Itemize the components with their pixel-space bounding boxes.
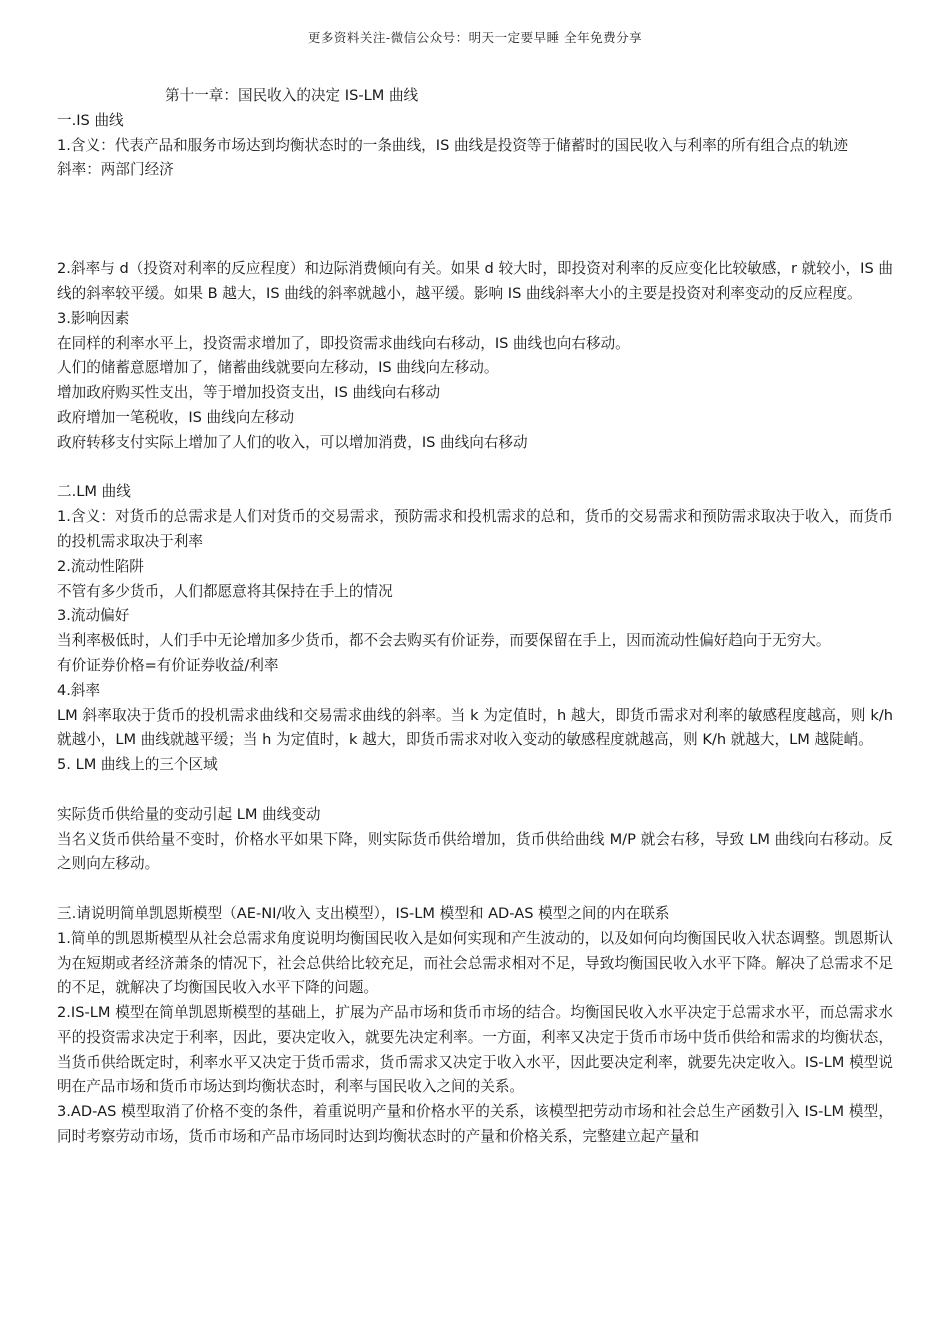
is-slope-explanation: 2.斜率与 d（投资对利率的反应程度）和边际消费倾向有关。如果 d 较大时，即投资对利率的反应变化比较敏感，r 就较小，IS 曲线的斜率较平缓。如果 B 越大，IS 曲线的斜率就越小，越平缓。影响 IS 曲线斜率大小的主要是投资对利率变动的反应程度。 (57, 260, 893, 302)
is-factor-item: 人们的储蓄意愿增加了，储蓄曲线就要向左移动，IS 曲线向左移动。 (57, 359, 499, 377)
liquidity-trap-text: 不管有多少货币，人们都愿意将其保持在手上的情况 (57, 582, 393, 600)
blank-space (57, 183, 893, 257)
is-slope-label: 斜率：两部门经济 (57, 161, 174, 179)
liquidity-trap-heading: 2.流动性陷阱 (57, 557, 144, 575)
lm-shift-text: 当名义货币供给量不变时，价格水平如果下降，则实际货币供给增加，货币供给曲线 M/P 就会右移，导致 LM 曲线向右移动。反之则向左移动。 (57, 830, 893, 873)
blank-space (57, 456, 893, 481)
page-header: 更多资料关注-微信公众号：明天一定要早睡 全年免费分享 (307, 30, 643, 45)
lm-slope-heading: 4.斜率 (57, 681, 101, 699)
keynes-model-text: 1.简单的凯恩斯模型从社会总需求角度说明均衡国民收入是如何实现和产生波动的，以及如何向均衡国民收入状态调整。凯恩斯认为在短期或者经济萧条的情况下，社会总供给比较充足，而社会总需求相对不足，导致均衡国民收入水平下降。解决了总需求不足的不足，就解决了均衡国民收入水平下降的问题。 (57, 929, 893, 997)
liquidity-preference-heading: 3.流动偏好 (57, 607, 130, 625)
blank-space (57, 778, 893, 803)
section-heading-models: 三.请说明简单凯恩斯模型（AE-NI/收入 支出模型），IS-LM 模型和 AD-AS 模型之间的内在联系 (57, 904, 670, 922)
lm-slope-text: LM 斜率取决于货币的投机需求曲线和交易需求曲线的斜率。当 k 为定值时，h 越大，即货币需求对利率的敏感程度越高，则 k/h 就越小，LM 曲线就越平缓；当 h 为定值时，k 越大，即货币需求对收入变动的敏感程度就越高，则 K/h 就越大，LM 越陡峭。 (57, 706, 893, 749)
section-heading-lm: 二.LM 曲线 (57, 483, 131, 501)
ad-as-model-text: 3.AD-AS 模型取消了价格不变的条件，着重说明产量和价格水平的关系，该模型把劳动市场和社会总生产函数引入 IS-LM 模型，同时考察劳动市场，货币市场和产品市场同时达到均衡状态时的产量和价格关系，完整建立起产量和 (57, 1103, 893, 1146)
section-heading-is: 一.IS 曲线 (57, 111, 124, 129)
is-factor-item: 政府增加一笔税收，IS 曲线向左移动 (57, 408, 295, 426)
lm-definition: 1.含义：对货币的总需求是人们对货币的交易需求，预防需求和投机需求的总和，货币的交易需求和预防需求取决于收入，而货币的投机需求取决于利率 (57, 508, 893, 550)
blank-space (57, 877, 893, 902)
lm-zones-heading: 5. LM 曲线上的三个区域 (57, 756, 218, 774)
is-factor-item: 政府转移支付实际上增加了人们的收入，可以增加消费，IS 曲线向右移动 (57, 433, 528, 451)
is-factor-item: 在同样的利率水平上，投资需求增加了，即投资需求曲线向右移动，IS 曲线也向右移动。 (57, 334, 630, 352)
is-factor-item: 增加政府购买性支出，等于增加投资支出，IS 曲线向右移动 (57, 384, 441, 402)
is-factors-heading: 3.影响因素 (57, 309, 130, 327)
is-definition: 1.含义：代表产品和服务市场达到均衡状态时的一条曲线，IS 曲线是投资等于储蓄时的国民收入与利率的所有组合点的轨迹 (57, 136, 849, 154)
lm-shift-heading: 实际货币供给量的变动引起 LM 曲线变动 (57, 805, 321, 823)
liquidity-preference-text: 当利率极低时，人们手中无论增加多少货币，都不会去购买有价证券，而要保留在手上，因而流动性偏好趋向于无穷大。 (57, 632, 831, 650)
is-lm-model-text: 2.IS-LM 模型在简单凯恩斯模型的基础上，扩展为产品市场和货币市场的结合。均衡国民收入水平决定于总需求水平，而总需求水平的投资需求决定于利率，因此，要决定收入，就要先决定利率。一方面，利率又决定于货币市场中货币供给和需求的均衡状态，当货币供给既定时，利率水平又决定于货币需求，货币需求又决定于收入水平，因此要决定利率，就要先决定收入。IS-LM 模型说明在产品市场和货币市场达到均衡状态时，利率与国民收入之间的关系。 (57, 1004, 893, 1096)
document-body (57, 84, 893, 1150)
bond-price-formula: 有价证券价格=有价证券收益/利率 (57, 656, 279, 674)
chapter-title: 第十一章：国民收入的决定 IS-LM 曲线 (165, 87, 419, 104)
